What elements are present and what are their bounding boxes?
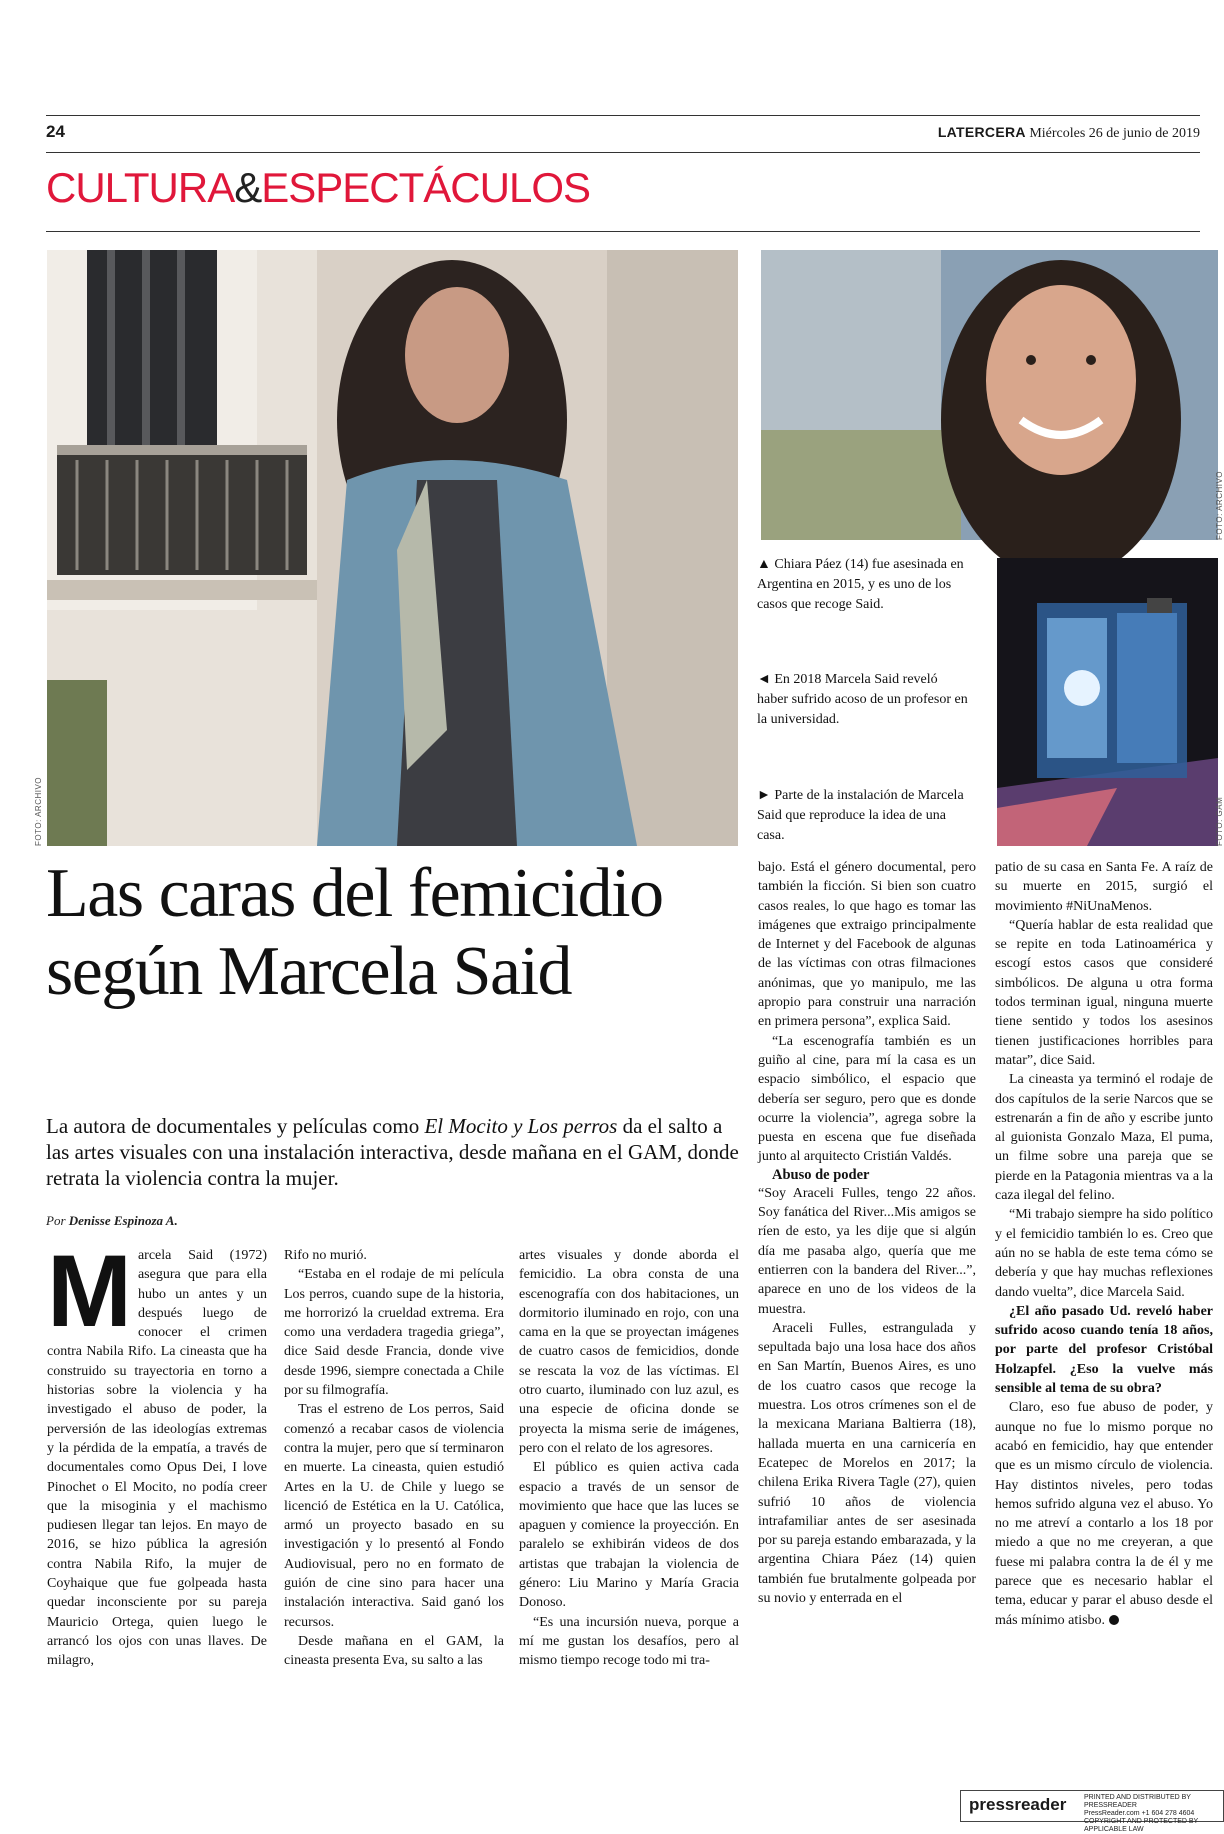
installation-photo — [997, 558, 1218, 846]
headline: Las caras del femicidio según Marcela Said — [46, 855, 663, 1010]
end-mark-icon — [1109, 1615, 1119, 1625]
masthead-rule — [46, 152, 1200, 153]
article-column-1: Marcela Said (1972) asegura que para ella hubo un antes y un después luego de conocer el crimen contra Nabila Rifo. La cineasta que ha construido su trayectoria en torno a historias sobre la violencia y ha investigado el abuso de poder, la perversión de las ideologías extremas y la pérdida de la empatía, a través de documentales como Opus Dei, I love Pinochet o El Mocito, no podía creer que la misoginia y el machismo pudiesen llegar tan lejos. En mayo de 2016, se hizo pública la agresión contra Nabila Rifo, la mujer de Coyhaique que fue golpeada hasta quedar inconsciente por su pareja Mauricio Ortega, quien luego le arrancó los ojos con unas llaves. De milagro, — [47, 1234, 267, 1669]
chiara-photo — [761, 250, 1218, 540]
paper-name: LATERCERA — [937, 124, 1026, 140]
subhead-abuso-de-poder: Abuso de poder — [772, 1166, 870, 1183]
issue-date: Miércoles 26 de junio de 2019 — [1029, 126, 1200, 141]
pressreader-notice: PRINTED AND DISTRIBUTED BY PRESSREADER PressReader.com +1 604 278 4604 COPYRIGHT AND PROTECTED BY APPLICABLE LAW — [1084, 1794, 1199, 1833]
main-photo-credit: FOTO: ARCHIVO — [34, 776, 43, 846]
main-photo — [47, 250, 738, 846]
dateline — [938, 124, 1200, 142]
article-column-4: bajo. Está el género documental, pero también la ficción. Si bien son cuatro casos reales, lo que hago es tomar las imágenes que extraigo principalmente de Internet y del Facebook de algunas de las víctimas con otras filmaciones anónimas, que yo manipulo, me las apropio para construir una narración en primera persona”, explica Said. “La escenografía también es un guiño al cine, para mí la casa es un espacio simbólico, el espacio que debería ser seguro, pero que es donde ocurre la violencia”, agrega sobre la puesta en escena que fue diseñada junto al arquitecto Cristián Valdés. Abuso de poder “Soy Araceli Fulles, tengo 22 años. Soy fanática del River...Mis amigos se ríen de esto, ya les dije que si algún día me pasaba algo, quería que me entierren con la bandera del River...”, aparece en uno de los videos de la muestra. Araceli Fulles, estrangulada y sepultada bajo una losa hace dos años en San Martín, Buenos Aires, es uno de los cuatro casos que recoge la muestra. Los otros crímenes son el de la mexicana Mariana Baltierra (18), hallada muerta en una carnicería en Ecatepec de Morelos en 2017; la chilena Erika Rivera Tagle (27), quien sufrió 10 años de violencia intrafamiliar antes de ser asesinada por su pareja estando embarazada, y la argentina Chiara Páez (14) quien también fue brutalmente golpeada por su novio y enterrada en el — [758, 860, 976, 1606]
caption-chiara: ▲ Chiara Páez (14) fue asesinada en Argentina en 2015, y es uno de los casos que recoge Said. — [757, 557, 964, 612]
article-column-2: Rifo no murió. “Estaba en el rodaje de mi película Los perros, cuando supe de la historia, me horrorizó la crueldad extrema. Era como una verdadera tragedia griega”, dice Said desde Francia, donde vive desde 1996, siempre conectada a Chile por su filmografía. Tras el estreno de Los perros, Said comenzó a recabar casos de violencia contra la mujer, pero que sí terminaron en muerte. La cineasta, quien estudió Artes en la U. de Chile y luego se licenció de Estética en la U. Católica, armó un proyecto basado en su investigación y lo presentó al Fondo Audiovisual, pero no en formato de guión de cine sino para hacer una instalación interactiva. Said ganó los recursos. Desde mañana en el GAM, la cineasta presenta Eva, su salto a las — [284, 1248, 504, 1669]
deck: La autora de documentales y películas como El Mocito y Los perros da el salto a las artes visuales con una instalación interactiva, desde mañana en el GAM, donde retrata la violencia contra la mujer. — [46, 1114, 739, 1190]
page-number: 24 — [46, 122, 65, 141]
drop-cap: M — [47, 1234, 132, 1348]
chiara-photo-credit: FOTO: ARCHIVO — [1215, 470, 1224, 540]
caption-installation: ► Parte de la instalación de Marcela Said que reproduce la idea de una casa. — [757, 788, 964, 843]
pressreader-logo: pressreader — [969, 1795, 1067, 1814]
pressreader-footer[interactable] — [960, 1790, 1224, 1833]
byline: Por Denisse Espinoza A. — [46, 1213, 178, 1228]
installation-photo-credit: FOTO: GAM — [1215, 796, 1224, 846]
section-title: CULTURA&ESPECTÁCULOS — [46, 164, 591, 211]
caption-said: ◄ En 2018 Marcela Said reveló haber sufrido acoso de un profesor en la universidad. — [757, 672, 968, 727]
top-rule — [46, 115, 1200, 116]
article-column-3: artes visuales y donde aborda el femicidio. La obra consta de una escenografía con dos habitaciones, un dormitorio iluminado en rojo, con una cama en la que se proyectan imágenes de cuatro casos de femicidios, donde se rescata la voz de las víctimas. El otro cuarto, iluminado con luz azul, es una especie de oficina donde se proyecta la misma serie de imágenes, pero con el relato de los agresores. El público es quien activa cada espacio a través de un sensor de movimiento que hace que las luces se apaguen y comience la proyección. En paralelo se exhibirán videos de dos artistas que trabajan la violencia de género: Liu Marino y María Gracia Donoso. “Es una incursión nueva, porque a mí me gustan los desafíos, pero al mismo tiempo recoge todo mi tra- — [519, 1248, 739, 1669]
interview-question: ¿El año pasado Ud. reveló haber sufrido acoso cuando tenía 18 años, por parte del profesor Cristóbal Holzapfel. ¿Eso la vuelve más sensible al tema de su obra? — [995, 1303, 1213, 1397]
article-column-5: patio de su casa en Santa Fe. A raíz de su muerte en 2015, surgió el movimiento #NiUnaMenos. “Quería hablar de esta realidad que se repite en toda Latinoamérica y escogí estos casos que consideré simbólicos. De alguna u otra forma todos terminan igual, ninguna muerte tiene sentido y todos los asesinos tienen justificaciones horribles para matar”, dice Said. La cineasta ya terminó el rodaje de dos capítulos de la serie Narcos que se estrenarán a fin de año y escribe junto al guionista Gonzalo Maza, El puma, un filme sobre una pareja que se pierde en la Patagonia mientras va a la caza ilegal del felino. “Mi trabajo siempre ha sido político y el femicidio también lo es. Creo que aún no se habla de este tema cómo se debería y que hay muchas reflexiones dando vuelta”, dice Marcela Said. ¿El año pasado Ud. reveló haber sufrido acoso cuando tenía 18 años, por parte del profesor Cristóbal Holzapfel. ¿Eso la vuelve más sensible al tema de su obra? Claro, eso fue abuso de poder, y aunque no fue lo mismo porque no acabó en femicidio, hay que entender que es un mismo círculo de violencia. Hay distintos niveles, pero todas hemos sufrido alguna vez el abuso. Yo no me atreví a contarlo a los 18 por miedo a que no me creyeran, a que fuese mi palabra contra la de él y me parece que es necesario hablar el tema, educar y parar el abuso desde el más mínimo atisbo. — [995, 860, 1213, 1628]
section-rule — [46, 231, 1200, 232]
